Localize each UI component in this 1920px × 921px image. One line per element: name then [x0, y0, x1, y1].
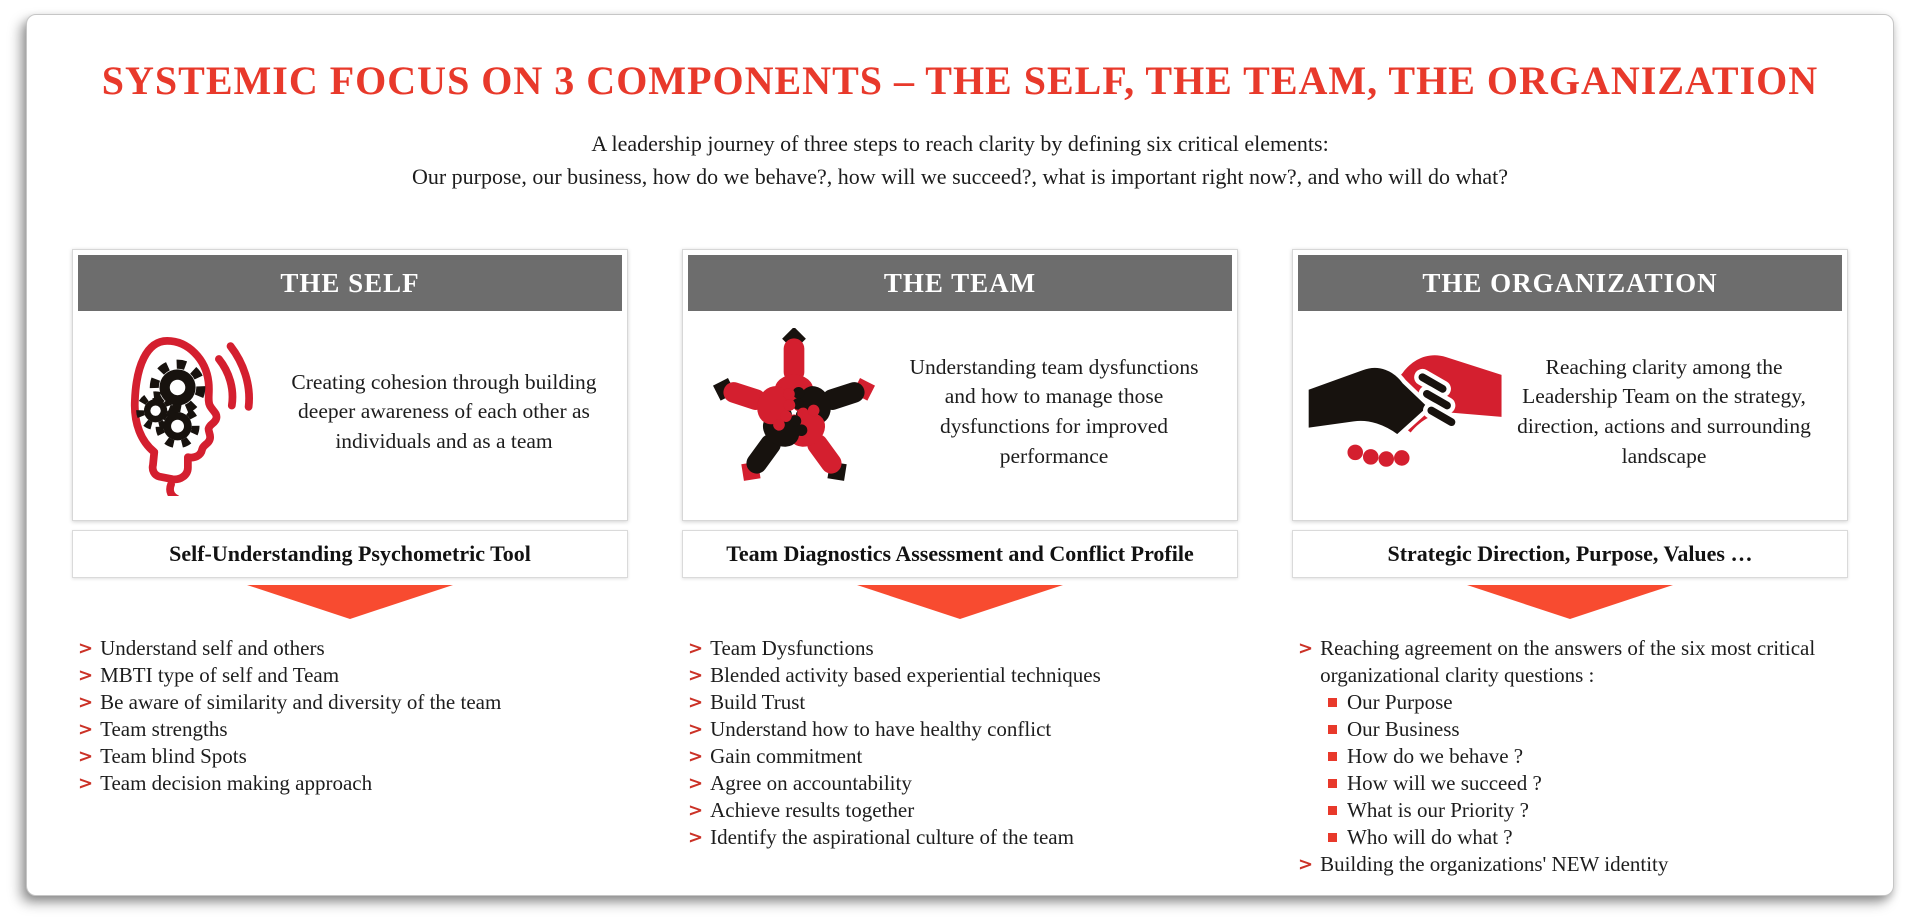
arrow-down-icon: [857, 585, 1063, 619]
bullet-text: Building the organizations' NEW identity: [1320, 852, 1669, 876]
bullet-item: [78, 743, 628, 770]
column-self: [72, 249, 628, 797]
organization-card: [1292, 249, 1848, 521]
bullet-item: [688, 635, 1238, 662]
organization-card-title: THE ORGANIZATION: [1422, 267, 1718, 298]
subtitle-line1: A leadership journey of three steps to reach clarity by defining six critical elements:: [591, 131, 1329, 156]
square-bullet-icon: [1328, 833, 1337, 842]
arrow-bullet-icon: >: [78, 638, 94, 659]
columns-row: [27, 249, 1893, 878]
team-card-body: [688, 311, 1232, 513]
organization-tool-box: [1292, 530, 1848, 578]
arrow-bullet-icon: >: [78, 719, 94, 740]
team-card-header: [688, 255, 1232, 311]
self-bullet-list: [72, 635, 628, 797]
bullet-item: [688, 716, 1238, 743]
organization-card-body: [1298, 311, 1842, 513]
team-tool-label: Team Diagnostics Assessment and Conflict Profile: [726, 541, 1194, 566]
team-bullet-list: [682, 635, 1238, 851]
square-bullet-icon: [1328, 806, 1337, 815]
bullet-item: [688, 770, 1238, 797]
self-card-body: [78, 311, 622, 513]
bullet-item: [1298, 635, 1848, 689]
bullet-item: [1298, 851, 1848, 878]
bullet-item: [78, 635, 628, 662]
bullet-text: Team blind Spots: [100, 744, 247, 768]
handshake-icon: [1298, 346, 1510, 479]
bullet-text: Agree on accountability: [710, 771, 912, 795]
bullet-item: [688, 743, 1238, 770]
arrow-bullet-icon: >: [1298, 638, 1314, 659]
hands-circle-icon: [688, 328, 900, 496]
bullet-text: Identify the aspirational culture of the team: [710, 825, 1074, 849]
sub-bullet-item: [1328, 743, 1848, 770]
bullet-item: [688, 797, 1238, 824]
arrow-bullet-icon: >: [688, 800, 704, 821]
arrow-bullet-icon: >: [688, 692, 704, 713]
sub-bullet-text: What is our Priority ?: [1347, 798, 1529, 822]
page-title: SYSTEMIC FOCUS ON 3 COMPONENTS – THE SELF, THE TEAM, THE ORGANIZATION: [101, 58, 1819, 103]
square-bullet-icon: [1328, 698, 1337, 707]
team-description: Understanding team dysfunctions and how to manage those dysfunctions for improved performance: [909, 354, 1199, 468]
arrow-bullet-icon: >: [688, 665, 704, 686]
square-bullet-icon: [1328, 779, 1337, 788]
bullet-item: [688, 662, 1238, 689]
arrow-bullet-icon: >: [78, 665, 94, 686]
bullet-item: [78, 716, 628, 743]
bullet-text: Understand how to have healthy conflict: [710, 717, 1052, 741]
bullet-item: [78, 770, 628, 797]
bullet-item: [78, 689, 628, 716]
organization-bullet-list: [1292, 635, 1848, 878]
arrow-bullet-icon: >: [688, 746, 704, 767]
square-bullet-icon: [1328, 752, 1337, 761]
team-card: [682, 249, 1238, 521]
arrow-bullet-icon: >: [688, 827, 704, 848]
sub-bullet-item: [1328, 770, 1848, 797]
sub-bullet-text: How do we behave ?: [1347, 744, 1524, 768]
bullet-text: Be aware of similarity and diversity of the team: [100, 690, 502, 714]
bullet-text: Team strengths: [100, 717, 228, 741]
self-card-title: THE SELF: [280, 267, 420, 298]
bullet-text: Blended activity based experiential techniques: [710, 663, 1101, 687]
arrow-down-icon: [1467, 585, 1673, 619]
bullet-text: Gain commitment: [710, 744, 863, 768]
arrow-down-icon: [247, 585, 453, 619]
bullet-item: [688, 824, 1238, 851]
bullet-item: [688, 689, 1238, 716]
team-tool-box: [682, 530, 1238, 578]
arrow-bullet-icon: >: [78, 746, 94, 767]
self-tool-label: Self-Understanding Psychometric Tool: [169, 541, 531, 566]
sub-bullet-text: Our Business: [1347, 717, 1460, 741]
arrow-bullet-icon: >: [688, 773, 704, 794]
slide: [26, 14, 1894, 896]
sub-bullet-item: [1328, 689, 1848, 716]
organization-tool-label: Strategic Direction, Purpose, Values …: [1387, 541, 1753, 566]
sub-bullet-text: Our Purpose: [1347, 690, 1453, 714]
self-tool-box: [72, 530, 628, 578]
self-card: [72, 249, 628, 521]
bullet-text: Team Dysfunctions: [710, 636, 874, 660]
arrow-bullet-icon: >: [688, 719, 704, 740]
arrow-bullet-icon: >: [78, 773, 94, 794]
bullet-text: MBTI type of self and Team: [100, 663, 340, 687]
sub-bullet-list: [1298, 689, 1848, 851]
bullet-text: Team decision making approach: [100, 771, 373, 795]
column-organization: [1292, 249, 1848, 878]
self-card-header: [78, 255, 622, 311]
organization-card-header: [1298, 255, 1842, 311]
team-card-title: THE TEAM: [883, 267, 1037, 298]
sub-bullet-item: [1328, 797, 1848, 824]
bullet-text: Understand self and others: [100, 636, 325, 660]
self-description: Creating cohesion through building deeper awareness of each other as individuals and as a team: [291, 369, 597, 453]
arrow-bullet-icon: >: [78, 692, 94, 713]
square-bullet-icon: [1328, 725, 1337, 734]
bullet-text: Achieve results together: [710, 798, 915, 822]
organization-description: Reaching clarity among the Leadership Team on the strategy, direction, actions and surrounding landscape: [1517, 354, 1811, 468]
sub-bullet-item: [1328, 716, 1848, 743]
bullet-text: Build Trust: [710, 690, 806, 714]
head-gears-icon: [78, 328, 290, 496]
sub-bullet-item: [1328, 824, 1848, 851]
sub-bullet-text: Who will do what ?: [1347, 825, 1513, 849]
arrow-bullet-icon: >: [688, 638, 704, 659]
subtitle: [27, 127, 1893, 193]
column-team: [682, 249, 1238, 851]
bullet-text: Reaching agreement on the answers of the six most critical organizational clarity questions :: [1320, 636, 1816, 687]
subtitle-line2: Our purpose, our business, how do we behave?, how will we succeed?, what is important right now?, and who will do what?: [411, 164, 1509, 189]
arrow-bullet-icon: >: [1298, 854, 1314, 875]
bullet-item: [78, 662, 628, 689]
sub-bullet-text: How will we succeed ?: [1347, 771, 1542, 795]
